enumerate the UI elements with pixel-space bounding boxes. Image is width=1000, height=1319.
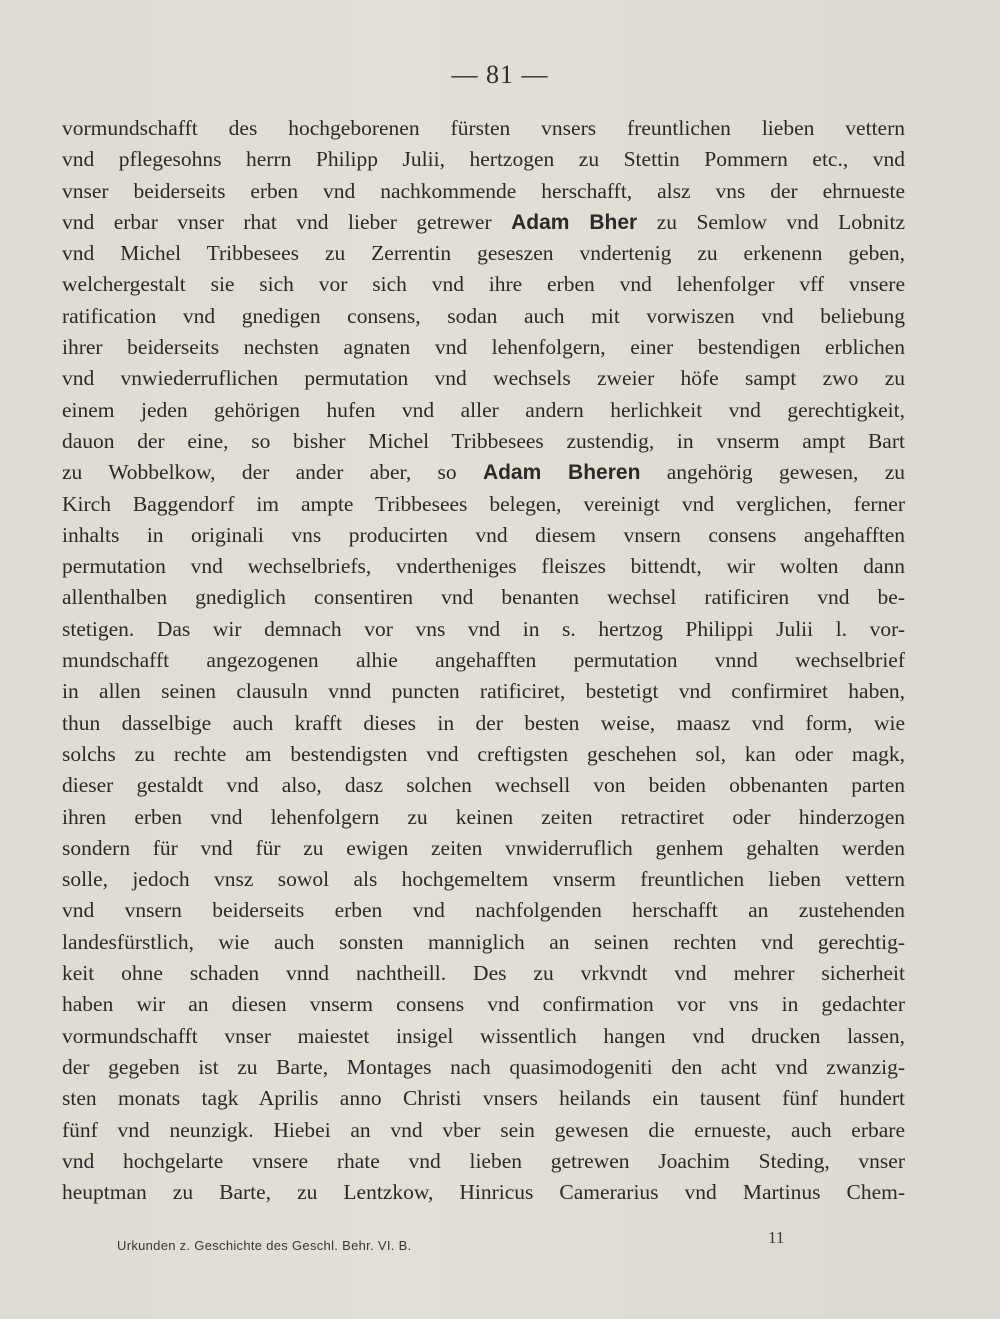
text-segment: solle, jedoch vnsz sowol als hochgemeltem vnserm freuntlichen lieben vettern: [62, 867, 905, 892]
text-segment: der gegeben ist zu Barte, Montages nach quasimodogeniti den acht vnd zwanzig-: [62, 1054, 905, 1079]
text-line: [62, 958, 905, 989]
text-line: [62, 582, 905, 613]
text-segment: vnd Michel Tribbesees zu Zerrentin geseszen vndertenig zu erkenenn geben,: [62, 241, 905, 266]
text-segment: inhalts in originali vns producirten vnd diesem vnsern consens angehafften: [62, 522, 905, 547]
text-segment: fünf vnd neunzigk. Hiebei an vnd vber sein gewesen die ernueste, auch erbare: [62, 1117, 905, 1142]
text-segment: dauon der eine, so bisher Michel Tribbesees zustendig, in vnserm ampt Bart: [62, 428, 905, 453]
text-line: [62, 708, 905, 739]
footer-source-line: Urkunden z. Geschichte des Geschl. Behr. VI. B.: [117, 1238, 412, 1253]
text-segment: vnd erbar vnser rhat vnd lieber getrewer: [62, 209, 512, 234]
text-segment: vnd hochgelarte vnsere rhate vnd lieben getrewen Joachim Steding, vnser: [62, 1148, 905, 1173]
text-line: [62, 1021, 905, 1052]
text-segment: zu Semlow vnd Lobnitz: [637, 209, 905, 234]
text-segment: allenthalben gnediglich consentiren vnd benanten wechsel ratificiren vnd be-: [62, 585, 905, 610]
text-line: [62, 144, 905, 175]
text-segment: ihren erben vnd lehenfolgern zu keinen zeiten retractiret oder hinderzogen: [62, 804, 905, 829]
text-segment: einem jeden gehörigen hufen vnd aller andern herlichkeit vnd gerechtigkeit,: [62, 397, 905, 422]
bold-name: Adam Bher: [511, 210, 638, 234]
text-segment: ratification vnd gnedigen consens, sodan auch mit vorwiszen vnd beliebung: [62, 303, 905, 328]
text-line: [62, 457, 905, 488]
text-segment: dieser gestaldt vnd also, dasz solchen wechsell von beiden obbenanten parten: [62, 773, 905, 798]
bold-name: Adam Bheren: [482, 461, 641, 485]
text-segment: sten monats tagk Aprilis anno Christi vnsers heilands ein tausent fünf hundert: [62, 1086, 905, 1111]
text-segment: vnd vnsern beiderseits erben vnd nachfolgenden herschafft an zustehenden: [62, 898, 905, 923]
text-segment: in allen seinen clausuln vnnd puncten ratificiret, bestetigt vnd confirmiret haben,: [62, 679, 905, 704]
text-line: [62, 739, 905, 770]
text-segment: vormundschafft des hochgeborenen fürsten vnsers freuntlichen lieben vettern: [62, 116, 905, 140]
text-line: [62, 363, 905, 394]
text-segment: landesfürstlich, wie auch sonsten manniglich an seinen rechten vnd gerechtig-: [62, 929, 905, 954]
text-segment: permutation vnd wechselbriefs, vndertheniges fleiszes bittendt, wir wolten dann: [62, 554, 905, 579]
text-line: [62, 1083, 905, 1114]
text-line: [62, 395, 905, 426]
text-line: [62, 520, 905, 551]
text-line: [62, 1146, 905, 1177]
text-segment: welchergestalt sie sich vor sich vnd ihre erben vnd lehenfolger vff vnsere: [62, 272, 905, 297]
text-line: [62, 989, 905, 1020]
text-segment: Kirch Baggendorf im ampte Tribbesees belegen, vereinigt vnd verglichen, ferner: [62, 491, 905, 516]
body-text: [62, 113, 905, 1208]
text-line: [62, 301, 905, 332]
text-line: [62, 1115, 905, 1146]
text-line: [62, 238, 905, 269]
text-line: [62, 833, 905, 864]
text-segment: thun dasselbige auch krafft dieses in der besten weise, maasz vnd form, wie: [62, 710, 905, 735]
text-line: [62, 802, 905, 833]
text-segment: solchs zu rechte am bestendigsten vnd creftigsten geschehen sol, kan oder magk,: [62, 741, 905, 766]
page-number: — 81 —: [451, 60, 549, 89]
text-line: [62, 864, 905, 895]
text-line: [62, 269, 905, 300]
footer-signature-mark: 11: [768, 1228, 785, 1247]
text-segment: vnd vnwiederruflichen permutation vnd wechsels zweier höfe sampt zwo zu: [62, 366, 905, 391]
text-segment: mundschafft angezogenen alhie angehafften permutation vnnd wechselbrief: [62, 648, 905, 673]
text-segment: zu Wobbelkow, der ander aber, so: [62, 460, 483, 485]
text-segment: stetigen. Das wir demnach vor vns vnd in s. hertzog Philippi Julii l. vor-: [62, 616, 905, 641]
text-segment: sondern für vnd für zu ewigen zeiten vnwiderruflich genhem gehalten werden: [62, 835, 905, 860]
text-segment: keit ohne schaden vnnd nachtheill. Des zu vrkvndt vnd mehrer sicherheit: [62, 961, 905, 986]
text-segment: vnser beiderseits erben vnd nachkommende herschafft, alsz vns der ehrnueste: [62, 178, 905, 203]
text-segment: heuptman zu Barte, zu Lentzkow, Hinricus Camerarius vnd Martinus Chem-: [62, 1180, 905, 1205]
text-line: [62, 207, 905, 238]
text-line: [62, 489, 905, 520]
text-segment: vnd pflegesohns herrn Philipp Julii, hertzogen zu Stettin Pommern etc., vnd: [62, 147, 905, 172]
text-segment: vormundschafft vnser maiestet insigel wissentlich hangen vnd drucken lassen,: [62, 1023, 905, 1048]
text-line: [62, 1052, 905, 1083]
text-line: [62, 645, 905, 676]
text-line: [62, 176, 905, 207]
text-line: [62, 332, 905, 363]
text-line: [62, 676, 905, 707]
text-line: [62, 551, 905, 582]
text-line: [62, 113, 905, 144]
text-line: [62, 426, 905, 457]
text-line: [62, 614, 905, 645]
text-line: [62, 1177, 905, 1208]
text-segment: haben wir an diesen vnserm consens vnd confirmation vor vns in gedachter: [62, 992, 905, 1017]
text-line: [62, 770, 905, 801]
text-line: [62, 927, 905, 958]
text-segment: angehörig gewesen, zu: [640, 460, 905, 485]
text-line: [62, 895, 905, 926]
text-segment: ihrer beiderseits nechsten agnaten vnd lehenfolgern, einer bestendigen erblichen: [62, 335, 905, 360]
